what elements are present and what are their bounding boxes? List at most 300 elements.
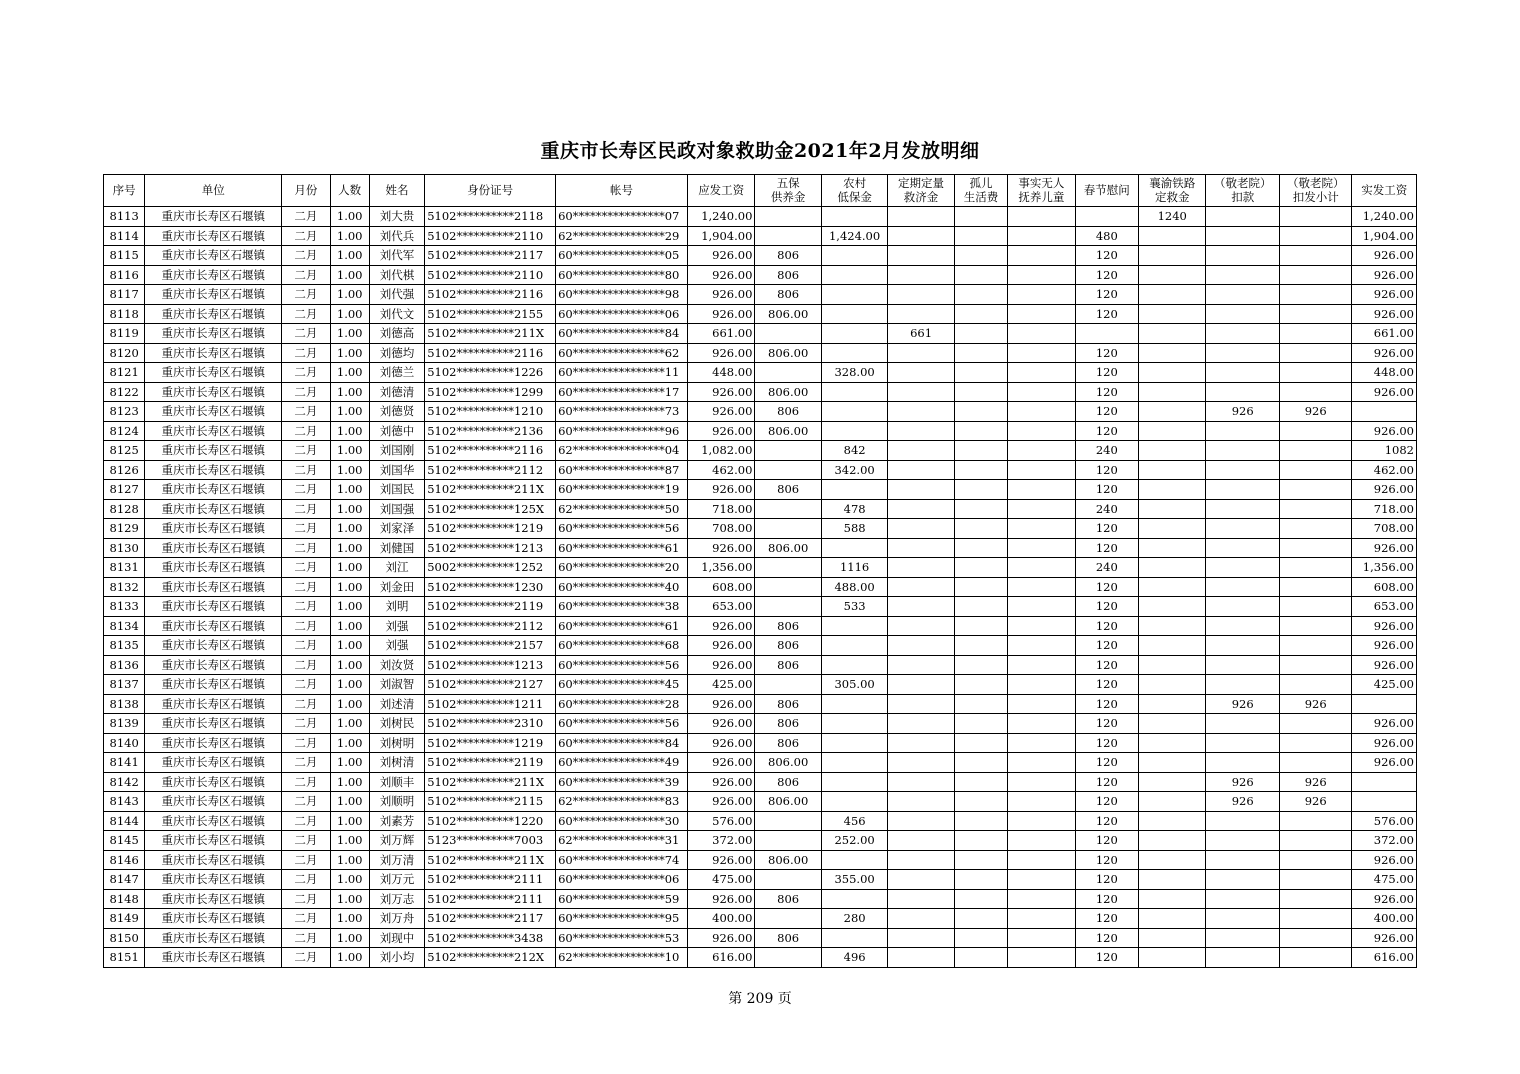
table-cell: [888, 285, 954, 305]
table-cell: [954, 421, 1007, 441]
table-cell: 926.00: [687, 655, 754, 675]
table-cell: 1,356.00: [1352, 558, 1417, 578]
table-cell: [888, 772, 954, 792]
table-cell: 8143: [104, 792, 145, 812]
table-cell: [1139, 753, 1206, 773]
table-cell: 60****************61: [556, 538, 688, 558]
table-cell: 806.00: [755, 538, 821, 558]
table-cell: 328.00: [821, 363, 887, 383]
table-cell: 926.00: [687, 792, 754, 812]
table-cell: [954, 441, 1007, 461]
table-cell: 二月: [282, 460, 330, 480]
table-cell: [755, 831, 821, 851]
table-cell: 926.00: [1352, 382, 1417, 402]
table-cell: 5102**********211X: [425, 480, 556, 500]
table-cell: [1139, 558, 1206, 578]
table-cell: [1352, 402, 1417, 422]
table-cell: 1.00: [330, 207, 369, 227]
table-cell: [1206, 714, 1280, 734]
table-cell: 60****************80: [556, 265, 688, 285]
table-cell: [1139, 928, 1206, 948]
table-cell: 重庆市长寿区石堰镇: [145, 792, 282, 812]
table-cell: 342.00: [821, 460, 887, 480]
table-cell: 62****************50: [556, 499, 688, 519]
table-cell: [888, 246, 954, 266]
table-cell: [1206, 909, 1280, 929]
table-cell: 926.00: [1352, 850, 1417, 870]
table-cell: [1008, 480, 1075, 500]
table-cell: 462.00: [1352, 460, 1417, 480]
table-cell: 1.00: [330, 714, 369, 734]
table-cell: 60****************56: [556, 714, 688, 734]
table-cell: 8130: [104, 538, 145, 558]
table-cell: [755, 577, 821, 597]
table-cell: 60****************38: [556, 597, 688, 617]
table-cell: [954, 304, 1007, 324]
table-cell: [1279, 265, 1351, 285]
table-cell: [1279, 753, 1351, 773]
table-cell: [954, 909, 1007, 929]
table-cell: [954, 792, 1007, 812]
table-cell: [1279, 343, 1351, 363]
table-row: [104, 733, 1417, 753]
relief-fund-table: [103, 174, 1417, 968]
table-cell: [1008, 207, 1075, 227]
table-cell: [1279, 421, 1351, 441]
table-cell: [1139, 460, 1206, 480]
table-row: [104, 480, 1417, 500]
table-cell: [821, 792, 887, 812]
table-cell: [821, 480, 887, 500]
table-cell: [1139, 772, 1206, 792]
table-cell: 120: [1075, 655, 1138, 675]
table-cell: [1139, 538, 1206, 558]
table-cell: [1206, 343, 1280, 363]
table-cell: 二月: [282, 948, 330, 968]
table-cell: 1.00: [330, 948, 369, 968]
table-cell: [821, 421, 887, 441]
table-cell: 120: [1075, 304, 1138, 324]
table-cell: 1.00: [330, 792, 369, 812]
table-cell: 718.00: [687, 499, 754, 519]
table-cell: 926: [1279, 402, 1351, 422]
table-cell: 926: [1279, 694, 1351, 714]
table-cell: 1.00: [330, 870, 369, 890]
table-cell: [1008, 675, 1075, 695]
table-cell: [1139, 714, 1206, 734]
table-cell: 60****************53: [556, 928, 688, 948]
table-row: [104, 246, 1417, 266]
table-cell: [1206, 733, 1280, 753]
table-cell: 1.00: [330, 246, 369, 266]
table-cell: 926: [1206, 694, 1280, 714]
table-cell: [1008, 928, 1075, 948]
table-row: [104, 304, 1417, 324]
table-cell: [1139, 304, 1206, 324]
table-cell: 62****************29: [556, 226, 688, 246]
table-cell: 5102**********1226: [425, 363, 556, 383]
table-cell: 5102**********2115: [425, 792, 556, 812]
table-row: [104, 499, 1417, 519]
table-cell: [1206, 558, 1280, 578]
table-cell: 653.00: [1352, 597, 1417, 617]
table-cell: [954, 811, 1007, 831]
table-cell: [954, 675, 1007, 695]
table-cell: 1.00: [330, 772, 369, 792]
column-header: 襄渝铁路 定救金: [1139, 175, 1206, 207]
table-cell: 5102**********1230: [425, 577, 556, 597]
table-cell: [954, 363, 1007, 383]
table-cell: 608.00: [1352, 577, 1417, 597]
table-cell: [1279, 499, 1351, 519]
table-cell: [1206, 616, 1280, 636]
table-cell: 8138: [104, 694, 145, 714]
table-cell: 462.00: [687, 460, 754, 480]
table-cell: 120: [1075, 714, 1138, 734]
table-row: [104, 597, 1417, 617]
table-cell: [821, 753, 887, 773]
table-cell: 二月: [282, 597, 330, 617]
table-cell: [1206, 948, 1280, 968]
table-cell: 1.00: [330, 616, 369, 636]
table-row: [104, 343, 1417, 363]
table-cell: [1279, 480, 1351, 500]
table-cell: [755, 948, 821, 968]
table-cell: 刘国民: [369, 480, 424, 500]
table-cell: [755, 226, 821, 246]
table-cell: [954, 889, 1007, 909]
table-cell: [1206, 519, 1280, 539]
table-row: [104, 363, 1417, 383]
column-header: 春节慰问: [1075, 175, 1138, 207]
table-cell: 二月: [282, 636, 330, 656]
table-cell: 926.00: [687, 772, 754, 792]
table-cell: [888, 421, 954, 441]
table-cell: [888, 811, 954, 831]
table-cell: [1206, 265, 1280, 285]
table-cell: [1008, 265, 1075, 285]
table-cell: 二月: [282, 733, 330, 753]
table-cell: 926.00: [687, 480, 754, 500]
table-cell: 120: [1075, 889, 1138, 909]
table-cell: 240: [1075, 558, 1138, 578]
table-cell: 刘德均: [369, 343, 424, 363]
table-cell: 重庆市长寿区石堰镇: [145, 421, 282, 441]
table-cell: [888, 714, 954, 734]
table-cell: 重庆市长寿区石堰镇: [145, 733, 282, 753]
table-cell: 1.00: [330, 265, 369, 285]
table-cell: 刘明: [369, 597, 424, 617]
table-cell: 60****************98: [556, 285, 688, 305]
table-cell: 刘万元: [369, 870, 424, 890]
table-cell: [954, 577, 1007, 597]
table-cell: [1139, 285, 1206, 305]
table-cell: 5102**********2117: [425, 909, 556, 929]
table-row: [104, 382, 1417, 402]
table-cell: 926.00: [687, 343, 754, 363]
table-cell: 刘素芳: [369, 811, 424, 831]
table-cell: 120: [1075, 519, 1138, 539]
table-cell: 刘德中: [369, 421, 424, 441]
table-cell: [954, 636, 1007, 656]
table-cell: 刘现中: [369, 928, 424, 948]
table-cell: 252.00: [821, 831, 887, 851]
table-cell: [954, 597, 1007, 617]
table-cell: 576.00: [687, 811, 754, 831]
table-cell: 806: [755, 285, 821, 305]
table-cell: [1139, 597, 1206, 617]
table-cell: [1206, 382, 1280, 402]
table-cell: 5102**********2110: [425, 265, 556, 285]
table-cell: 5102**********1213: [425, 655, 556, 675]
table-cell: 8125: [104, 441, 145, 461]
table-cell: [1139, 733, 1206, 753]
table-cell: 二月: [282, 694, 330, 714]
table-cell: [755, 519, 821, 539]
table-cell: 8137: [104, 675, 145, 695]
table-cell: 926.00: [687, 538, 754, 558]
table-cell: 806: [755, 714, 821, 734]
table-cell: 8116: [104, 265, 145, 285]
table-cell: [888, 909, 954, 929]
table-cell: [1139, 636, 1206, 656]
table-cell: 120: [1075, 421, 1138, 441]
table-cell: 806: [755, 246, 821, 266]
table-cell: [1008, 655, 1075, 675]
table-cell: [954, 655, 1007, 675]
table-cell: 刘顺明: [369, 792, 424, 812]
table-cell: 60****************84: [556, 733, 688, 753]
table-cell: [888, 207, 954, 227]
table-cell: 刘国刚: [369, 441, 424, 461]
table-cell: [1139, 616, 1206, 636]
table-cell: 120: [1075, 538, 1138, 558]
table-cell: 708.00: [687, 519, 754, 539]
table-cell: 1.00: [330, 558, 369, 578]
table-cell: 8144: [104, 811, 145, 831]
table-cell: 478: [821, 499, 887, 519]
table-cell: 8114: [104, 226, 145, 246]
table-row: [104, 870, 1417, 890]
table-cell: 120: [1075, 246, 1138, 266]
table-header: [104, 175, 1417, 207]
table-cell: [1008, 733, 1075, 753]
table-cell: 120: [1075, 831, 1138, 851]
column-header: 实发工资: [1352, 175, 1417, 207]
table-cell: 926.00: [1352, 616, 1417, 636]
table-cell: [1279, 285, 1351, 305]
column-header: 人数: [330, 175, 369, 207]
table-cell: 5102**********2155: [425, 304, 556, 324]
table-cell: 806.00: [755, 753, 821, 773]
table-cell: [821, 636, 887, 656]
table-cell: [1279, 382, 1351, 402]
table-cell: 1.00: [330, 402, 369, 422]
table-cell: 1,082.00: [687, 441, 754, 461]
table-cell: 8129: [104, 519, 145, 539]
table-cell: [1139, 909, 1206, 929]
table-cell: [821, 324, 887, 344]
table-cell: [888, 889, 954, 909]
table-cell: [755, 460, 821, 480]
table-cell: [1279, 246, 1351, 266]
table-cell: 重庆市长寿区石堰镇: [145, 714, 282, 734]
table-cell: [1206, 850, 1280, 870]
table-cell: 926.00: [1352, 538, 1417, 558]
table-cell: 120: [1075, 870, 1138, 890]
table-cell: 二月: [282, 772, 330, 792]
table-cell: [755, 324, 821, 344]
table-cell: [821, 928, 887, 948]
table-cell: 926.00: [687, 714, 754, 734]
table-cell: 1.00: [330, 811, 369, 831]
table-cell: 926.00: [687, 421, 754, 441]
table-cell: [1279, 207, 1351, 227]
table-row: [104, 753, 1417, 773]
table-cell: [821, 850, 887, 870]
table-cell: [1139, 831, 1206, 851]
table-cell: 5102**********125X: [425, 499, 556, 519]
table-cell: 重庆市长寿区石堰镇: [145, 636, 282, 656]
table-cell: 8122: [104, 382, 145, 402]
table-cell: 5102**********2118: [425, 207, 556, 227]
table-cell: 重庆市长寿区石堰镇: [145, 519, 282, 539]
table-cell: [821, 538, 887, 558]
table-cell: [888, 928, 954, 948]
table-cell: 8136: [104, 655, 145, 675]
table-cell: [1008, 460, 1075, 480]
table-cell: [954, 948, 1007, 968]
table-cell: [1139, 499, 1206, 519]
table-cell: 1.00: [330, 636, 369, 656]
table-cell: [1139, 226, 1206, 246]
column-header: 应发工资: [687, 175, 754, 207]
table-row: [104, 265, 1417, 285]
table-cell: 5102**********1210: [425, 402, 556, 422]
table-cell: 5102**********3438: [425, 928, 556, 948]
table-cell: 448.00: [1352, 363, 1417, 383]
table-cell: 62****************31: [556, 831, 688, 851]
table-cell: 120: [1075, 363, 1138, 383]
table-cell: 重庆市长寿区石堰镇: [145, 694, 282, 714]
table-cell: 60****************39: [556, 772, 688, 792]
table-cell: 二月: [282, 285, 330, 305]
table-cell: [1279, 655, 1351, 675]
table-cell: 8113: [104, 207, 145, 227]
table-cell: 8117: [104, 285, 145, 305]
table-cell: 926.00: [1352, 655, 1417, 675]
column-header: 定期定量 救济金: [888, 175, 954, 207]
table-cell: [821, 265, 887, 285]
table-cell: [954, 694, 1007, 714]
table-row: [104, 577, 1417, 597]
table-cell: 806: [755, 733, 821, 753]
table-cell: [954, 343, 1007, 363]
table-cell: [1008, 811, 1075, 831]
table-cell: 二月: [282, 577, 330, 597]
table-cell: 二月: [282, 616, 330, 636]
table-cell: [821, 382, 887, 402]
table-cell: [755, 499, 821, 519]
table-cell: [1008, 831, 1075, 851]
table-cell: 120: [1075, 792, 1138, 812]
table-cell: [1139, 655, 1206, 675]
table-cell: 刘强: [369, 636, 424, 656]
table-cell: [1139, 363, 1206, 383]
table-cell: [1206, 597, 1280, 617]
table-cell: 1.00: [330, 480, 369, 500]
table-cell: [954, 733, 1007, 753]
table-row: [104, 636, 1417, 656]
table-cell: 8119: [104, 324, 145, 344]
table-cell: 425.00: [1352, 675, 1417, 695]
table-cell: 二月: [282, 421, 330, 441]
table-cell: [888, 694, 954, 714]
table-cell: [821, 733, 887, 753]
table-cell: [954, 226, 1007, 246]
table-cell: 8115: [104, 246, 145, 266]
table-cell: [1139, 811, 1206, 831]
table-cell: 926: [1279, 772, 1351, 792]
table-cell: 二月: [282, 324, 330, 344]
table-cell: [1279, 870, 1351, 890]
table-cell: [1279, 831, 1351, 851]
table-cell: 60****************68: [556, 636, 688, 656]
table-cell: 重庆市长寿区石堰镇: [145, 772, 282, 792]
table-cell: 926: [1206, 772, 1280, 792]
table-cell: 1.00: [330, 499, 369, 519]
table-cell: [888, 675, 954, 695]
table-cell: [1139, 850, 1206, 870]
table-cell: [821, 285, 887, 305]
table-cell: 62****************04: [556, 441, 688, 461]
table-cell: 5102**********211X: [425, 850, 556, 870]
table-cell: [1139, 421, 1206, 441]
table-cell: 926.00: [687, 850, 754, 870]
table-cell: 926.00: [1352, 343, 1417, 363]
table-cell: [1008, 246, 1075, 266]
column-header: 单位: [145, 175, 282, 207]
table-cell: 5102**********2111: [425, 870, 556, 890]
table-cell: 重庆市长寿区石堰镇: [145, 363, 282, 383]
table-cell: [1008, 889, 1075, 909]
table-cell: [888, 460, 954, 480]
table-cell: 二月: [282, 928, 330, 948]
table-cell: [954, 558, 1007, 578]
table-cell: [1139, 402, 1206, 422]
column-header: 序号: [104, 175, 145, 207]
table-cell: [1008, 382, 1075, 402]
table-cell: [755, 363, 821, 383]
table-cell: [1008, 714, 1075, 734]
table-cell: 926.00: [1352, 733, 1417, 753]
table-cell: [888, 499, 954, 519]
page-number: 第 209 页: [728, 991, 792, 1007]
table-cell: [1008, 792, 1075, 812]
column-header: 农村 低保金: [821, 175, 887, 207]
table-cell: 刘树民: [369, 714, 424, 734]
table-cell: 8126: [104, 460, 145, 480]
table-cell: 60****************07: [556, 207, 688, 227]
table-cell: [954, 616, 1007, 636]
table-cell: 刘德兰: [369, 363, 424, 383]
table-row: [104, 616, 1417, 636]
table-cell: 533: [821, 597, 887, 617]
table-cell: 372.00: [1352, 831, 1417, 851]
table-cell: 8127: [104, 480, 145, 500]
table-cell: 刘万志: [369, 889, 424, 909]
table-cell: [1206, 363, 1280, 383]
